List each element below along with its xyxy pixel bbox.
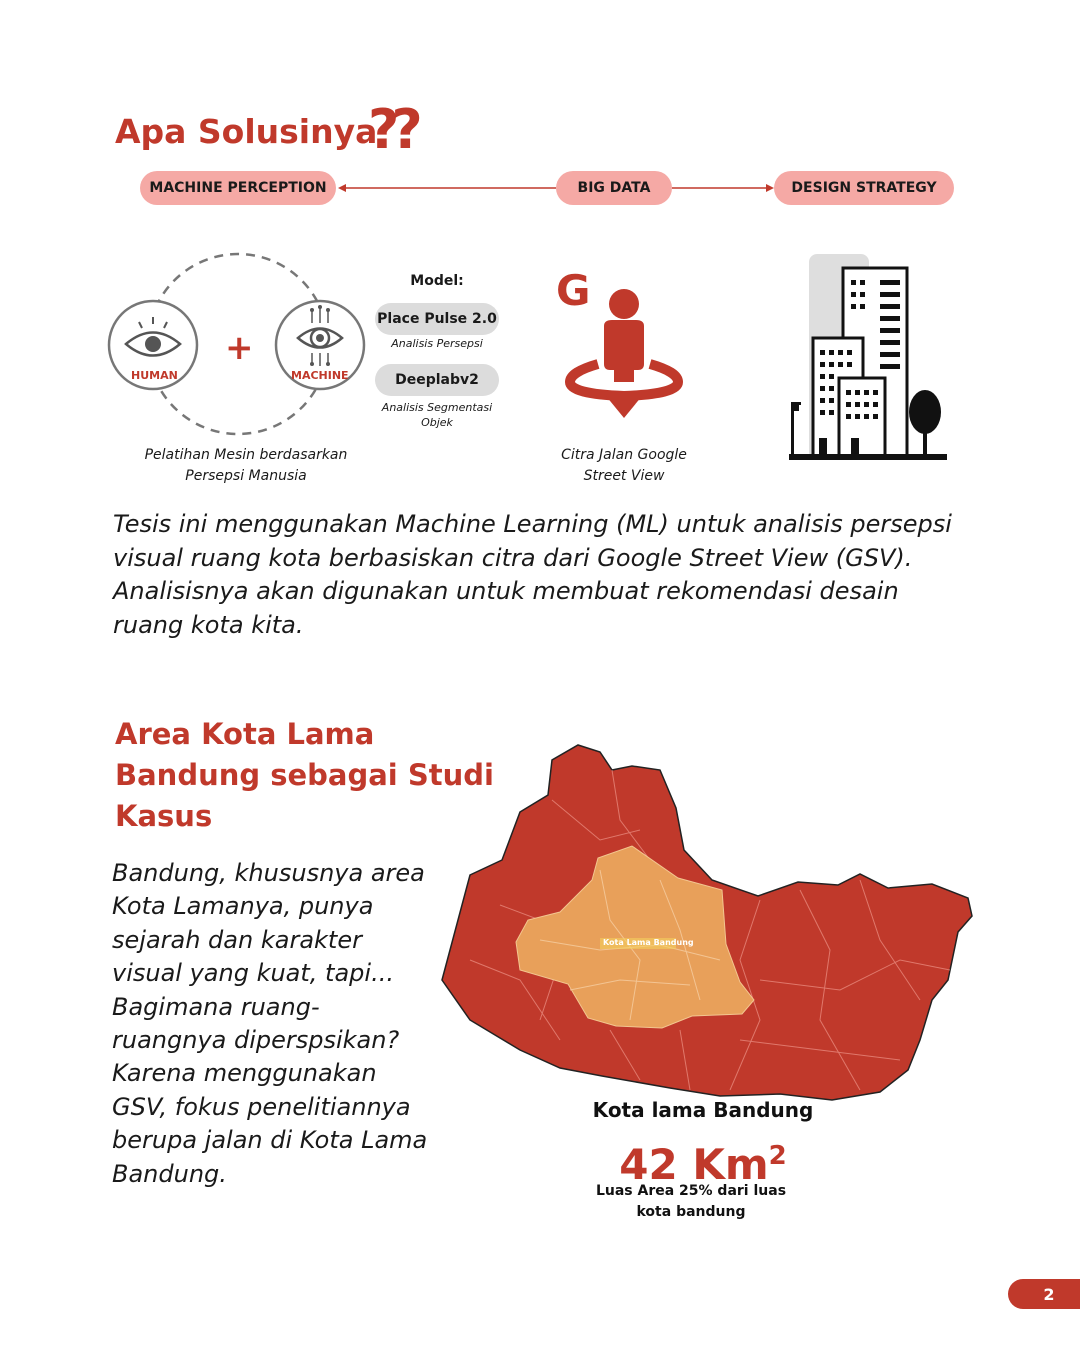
stat-value: 42 Km$^2$ bbox=[619, 1140, 787, 1189]
human-label: HUMAN bbox=[131, 369, 178, 382]
stat-description: Luas Area 25% dari luas kota bandung bbox=[595, 1183, 787, 1220]
section1-title: Apa Solusinya bbox=[115, 112, 378, 151]
model-deeplab-desc: Analisis Segmentasi Objek bbox=[381, 401, 493, 429]
caption-left: Pelatihan Mesin berdasarkan Persepsi Manusia bbox=[144, 447, 348, 484]
page-number-badge: 2 bbox=[1008, 1279, 1080, 1309]
caption-middle: Citra Jalan Google Street View bbox=[561, 447, 687, 484]
map-label: Kota Lama Bandung bbox=[603, 938, 694, 947]
model-place-pulse-pill: Place Pulse 2.0 bbox=[375, 303, 499, 335]
stat-title: Kota lama Bandung bbox=[592, 1098, 814, 1122]
section2-title: Area Kota Lama Bandung sebagai Studi Kasus bbox=[115, 717, 494, 833]
question-marks: ?? bbox=[368, 98, 415, 161]
model-deeplab-pill: Deeplabv2 bbox=[375, 364, 499, 396]
google-g-letter: G bbox=[556, 266, 591, 315]
design-strategy-pill: DESIGN STRATEGY bbox=[774, 171, 954, 205]
plus-sign: + bbox=[225, 328, 254, 368]
model-place-pulse-desc: Analisis Persepsi bbox=[391, 337, 483, 350]
machine-perception-pill: MACHINE PERCEPTION bbox=[140, 171, 336, 205]
big-data-pill: BIG DATA bbox=[556, 171, 672, 205]
thesis-paragraph: Tesis ini menggunakan Machine Learning (ML) untuk analisis persepsi visual ruang kota berbasiskan citra dari Google Street View (GSV). Analisisnya akan digunakan untuk membuat rekomendasi desain ruang kota kita. bbox=[113, 510, 952, 639]
model-heading: Model: bbox=[410, 273, 464, 289]
bandung-paragraph: Bandung, khususnya area Kota Lamanya, punya sejarah dan karakter visual yang kuat, tapi... Bagimana ruang- ruangnya diperspsikan? Karena menggunakan GSV, fokus penelitiannya berupa jalan di Kota Lama Bandung. bbox=[112, 859, 428, 1188]
machine-label: MACHINE bbox=[291, 369, 349, 382]
